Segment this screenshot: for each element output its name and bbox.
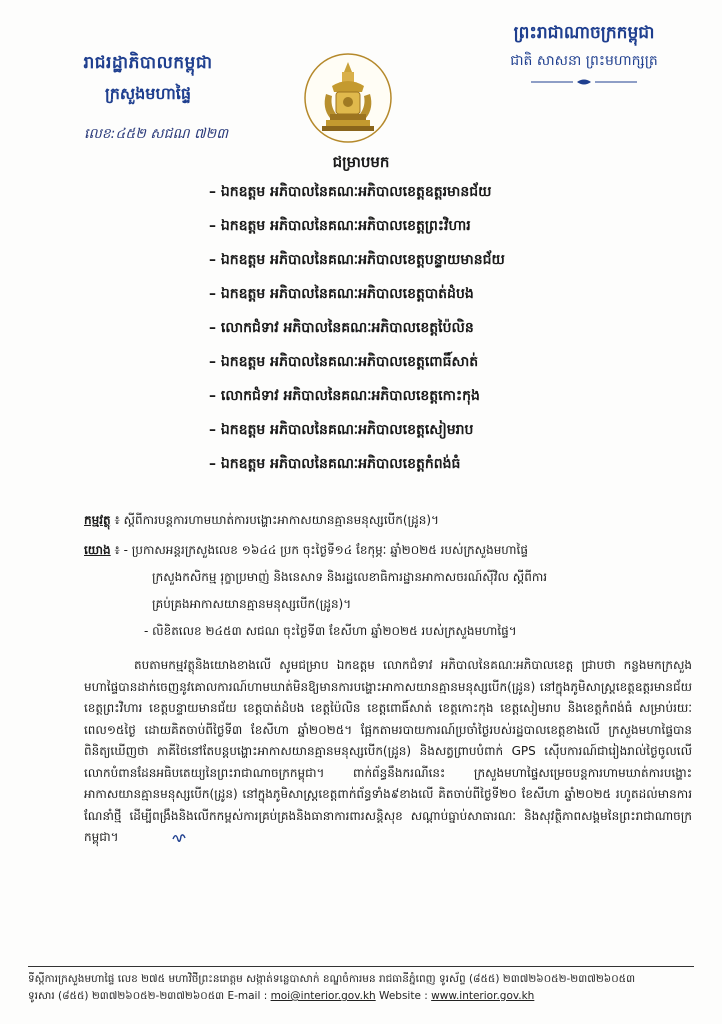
recipient-line: – ឯកឧត្តម អភិបាលនៃគណៈអភិបាលខេត្តកំពង់ធំ <box>209 456 461 472</box>
government-name: រាជរដ្ឋាភិបាលកម្ពុជា <box>83 53 213 73</box>
kingdom-header <box>474 22 694 86</box>
subject-separator: ៖ <box>114 513 120 527</box>
national-motto: ជាតិ សាសនា ព្រះមហាក្សត្រ <box>510 53 658 69</box>
recipient-line: – ឯកឧត្តម អភិបាលនៃគណៈអភិបាលខេត្តព្រះវិហារ <box>209 218 471 234</box>
reference-line <box>84 540 528 560</box>
reference-item: - លិខិតលេខ ២៤៥៣ សជណ ចុះថ្ងៃទី៣ ខែសីហា ឆ្នាំ២០២៥ របស់ក្រសួងមហាផ្ទៃ។ <box>144 624 517 638</box>
reference-number: លេខ:៤៥២ សជណ ៧២៣ <box>84 126 229 142</box>
footer-address: ទីស្តីការក្រសួងមហាផ្ទៃ លេខ ២៧៥ មហាវិថីព្រះនរោត្តម សង្កាត់ទន្លេបាសាក់ ខណ្ឌចំការមន រាជធានីភ្នំពេញ ទូរស័ព្ទ (៨៥៥) ២៣៧២៦០៥២-២៣៧២៦០៥៣ <box>28 973 636 985</box>
recipient-line: – ឯកឧត្តម អភិបាលនៃគណៈអភិបាលខេត្តឧត្តរមានជ័យ <box>209 184 492 200</box>
reference-item: ក្រសួងកសិកម្ម រុក្ខាប្រមាញ់ និងនេសាទ និងរដ្ឋលេខាធិការដ្ឋានអាកាសចរណ៍ស៊ីវិល ស្តីពីការ <box>152 570 548 584</box>
reference-item: គ្រប់គ្រងអាកាសយានគ្មានមនុស្សបើក(ដ្រូន)។ <box>152 597 352 611</box>
kingdom-name: ព្រះរាជាណាចក្រកម្ពុជា <box>513 23 655 43</box>
ministry-name: ក្រសួងមហាផ្ទៃ <box>104 84 191 103</box>
royal-coat-of-arms-emblem <box>302 52 394 144</box>
footer-email-link[interactable]: moi@interior.gov.kh <box>270 990 376 1002</box>
addressee-block <box>0 153 722 175</box>
recipient-line: – លោកជំទាវ អភិបាលនៃគណៈអភិបាលខេត្តប៉ៃលិន <box>209 320 474 336</box>
recipient-line: – ឯកឧត្តម អភិបាលនៃគណៈអភិបាលខេត្តសៀមរាប <box>209 422 474 438</box>
subject-text: ស្តីពីការបន្តការហាមឃាត់ការបង្ហោះអាកាសយានគ្មានមនុស្សបើក(ដ្រូន)។ <box>123 513 439 527</box>
addressee-title: ជម្រាបមក <box>332 153 390 171</box>
reference-item: - ប្រកាសអន្តរក្រសួងលេខ ១៦៤៤ ប្រក ចុះថ្ងៃទី១៤ ខែកុម្ភៈ ឆ្នាំ២០២៥ របស់ក្រសួងមហាផ្ទៃ <box>123 543 528 557</box>
footer-website-label: Website : <box>375 990 432 1002</box>
reference-separator: ៖ <box>114 543 120 557</box>
letter-footer <box>28 966 694 1005</box>
subject-label: កម្មវត្ថុ <box>84 513 111 527</box>
recipient-line: – ឯកឧត្តម អភិបាលនៃគណៈអភិបាលខេត្តបាត់ដំបង <box>209 286 474 302</box>
recipient-line: – ឯកឧត្តម អភិបាលនៃគណៈអភិបាលខេត្តបន្ទាយមានជ័យ <box>209 252 505 268</box>
footer-fax: ទូរសារ (៨៥៥) ២៣៧២៦០៥២-២៣៧២៦០៥៣ E-mail : <box>28 990 271 1002</box>
ornament-divider <box>529 78 639 86</box>
body-paragraph: តបតាមកម្មវត្ថុនិងយោងខាងលើ សូមជម្រាប ឯកឧត្តម លោកជំទាវ អភិបាលនៃគណៈអភិបាលខេត្ត ជ្រាបថា កន្លងមកក្រសួងមហាផ្ទៃបានដាក់ចេញនូវគោលការណ៍ហាមឃាត់មិនឱ្យមានការបង្ហោះអាកាសយានគ្មានមនុស្សបើក(ដ្រូន) នៅក្នុងភូមិសាស្រ្តខេត្តឧត្តរមានជ័យ ខេត្តព្រះវិហារ ខេត្តបន្ទាយមានជ័យ ខេត្តបាត់ដំបង ខេត្តប៉ៃលិន ខេត្តពោធិ៍សាត់ ខេត្តកោះកុង ខេត្តសៀមរាប និងខេត្តកំពង់ធំ សម្រាប់រយៈពេល១៥ថ្ងៃ ដោយគិតចាប់ពីថ្ងៃទី៣ ខែសីហា ឆ្នាំ២០២៥។ ផ្អែកតាមរបាយការណ៍ប្រចាំថ្ងៃរបស់រដ្ឋបាលខេត្តខាងលើ ក្រសួងមហាផ្ទៃបានពិនិត្យឃើញថា ភាគីថៃនៅតែបន្តបង្ហោះអាកាសយានគ្មានមនុស្សបើក(ដ្រូន) និងសត្វព្រាបបំពាក់ GPS ស៊ើបការណ៍ជារៀងរាល់ថ្ងៃចូលលើលោកបំពានដែនអធិបតេយ្យនៃព្រះរាជាណាចក្រកម្ពុជា។ ពាក់ព័ន្ធនឹងករណីនេះ ក្រសួងមហាផ្ទៃសម្រេចបន្តការហាមឃាត់ការបង្ហោះអាកាសយានគ្មានមនុស្សបើក(ដ្រូន) នៅក្នុងភូមិសាស្រ្តខេត្តពាក់ព័ន្ធទាំង៩ខាងលើ គិតចាប់ពីថ្ងៃទី២០ ខែសីហា ឆ្នាំ២០២៥ រហូតដល់មានការណែនាំថ្មី ដើម្បីពង្រឹងនិងលើកកម្ពស់ការគ្រប់គ្រងនិងធានាការពារសន្តិសុខ សណ្តាប់ធ្នាប់សាធារណៈ និងសុវត្ថិភាពសង្គមនៃព្រះរាជាណាចក្រកម្ពុជា។ <box>84 658 692 844</box>
reference-label: យោង <box>84 543 111 557</box>
recipient-line: – លោកជំទាវ អភិបាលនៃគណៈអភិបាលខេត្តកោះកុង <box>209 388 480 404</box>
initial-signature-mark <box>122 831 136 845</box>
footer-contact <box>28 988 694 1005</box>
ministry-header <box>38 52 258 107</box>
footer-website-link[interactable]: www.interior.gov.kh <box>431 990 535 1002</box>
recipient-line: – ឯកឧត្តម អភិបាលនៃគណៈអភិបាលខេត្តពោធិ៍សាត់ <box>209 354 479 370</box>
subject-line <box>84 510 439 530</box>
letter-body <box>84 655 692 849</box>
